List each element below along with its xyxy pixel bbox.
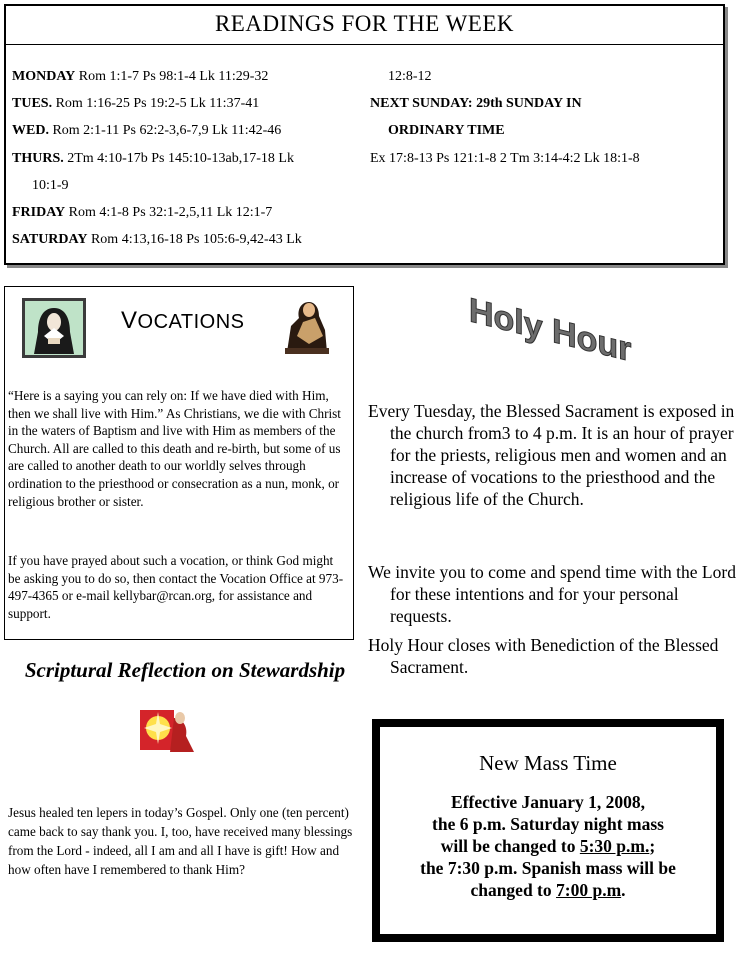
reading-thursday-cont: 10:1-9 xyxy=(32,178,69,193)
mass-time-title: New Mass Time xyxy=(479,751,617,775)
reading-refs: 2Tm 4:10-17b Ps 145:10-13ab,17-18 Lk xyxy=(63,151,294,166)
reading-saturday xyxy=(12,231,302,249)
mass-line-3 xyxy=(380,835,716,857)
mass-line-punct: ; xyxy=(649,836,656,856)
mass-line-5 xyxy=(380,879,716,901)
reading-thursday xyxy=(12,150,294,168)
holy-hour-art-text: Holy Hour xyxy=(469,291,632,370)
day-label: SATURDAY xyxy=(12,232,88,247)
stewardship-gift-icon xyxy=(136,704,198,756)
mass-line-2: the 6 p.m. Saturday night mass xyxy=(432,814,664,834)
reading-saturday-cont: 12:8-12 xyxy=(388,69,432,84)
day-label: TUES. xyxy=(12,96,53,111)
reading-friday xyxy=(12,204,272,222)
next-sunday-heading: NEXT SUNDAY: 29th SUNDAY IN xyxy=(370,96,582,111)
mass-time-box xyxy=(372,719,724,942)
vocations-paragraph-2: If you have prayed about such a vocation, or think God might be asking you to do so, then contact the Vocation Office at 973-497-4365 or e-mail kellybar@rcan.org, for assistance and support. xyxy=(8,553,344,621)
new-spanish-time: 7:00 p.m xyxy=(556,880,622,900)
reading-tuesday xyxy=(12,95,259,113)
day-label: FRIDAY xyxy=(12,205,66,220)
stewardship-title: Scriptural Reflection on Stewardship xyxy=(24,658,346,682)
vocations-paragraph-1: “Here is a saying you can rely on: If we have died with Him, then we shall live with Him.” As Christians, we die with Christ in the waters of Baptism and live with Him as members of the Church. All are called to this death and re-birth, but some of us are called to another death to our worldly selves through ordination to the priesthood or consecration as a nun, monk, or religious brother or sister. xyxy=(8,388,341,509)
vocations-box xyxy=(4,286,354,640)
day-label: MONDAY xyxy=(12,69,76,84)
reading-refs: Rom 4:1-8 Ps 32:1-2,5,11 Lk 12:1-7 xyxy=(65,205,273,220)
reading-refs: Rom 1:16-25 Ps 19:2-5 Lk 11:37-41 xyxy=(52,96,260,111)
reading-monday xyxy=(12,68,268,86)
reading-refs: Rom 2:1-11 Ps 62:2-3,6-7,9 Lk 11:42-46 xyxy=(48,123,282,138)
praying-nun-icon xyxy=(22,298,86,358)
mass-line-text: changed to xyxy=(470,880,557,900)
stewardship-text: Jesus healed ten lepers in today’s Gospel. Only one (ten percent) came back to say thank you. I, too, have received many blessings from the Lord - indeed, all I am and all I have is gift! How and how often have I remembered to thank Him? xyxy=(8,805,353,877)
holy-hour-paragraph-3: Holy Hour closes with Benediction of the Blessed Sacrament. xyxy=(368,635,719,677)
mass-line-4: the 7:30 p.m. Spanish mass will be xyxy=(420,858,676,878)
reading-refs: Rom 4:13,16-18 Ps 105:6-9,42-43 Lk xyxy=(87,232,302,247)
holy-hour-wordart xyxy=(465,284,632,370)
reading-wednesday xyxy=(12,122,281,140)
vocations-title xyxy=(121,307,244,335)
mass-line-1: Effective January 1, 2008, xyxy=(451,792,645,812)
mass-time-inner xyxy=(380,727,716,934)
mass-line-text: will be changed to xyxy=(440,836,580,856)
readings-box xyxy=(4,4,725,265)
next-sunday-heading-cont: ORDINARY TIME xyxy=(388,123,505,138)
kneeling-monk-icon xyxy=(279,296,335,358)
mass-line-punct: . xyxy=(621,880,626,900)
holy-hour-paragraph-2: We invite you to come and spend time with the Lord for these intentions and for your personal requests. xyxy=(368,562,736,626)
day-label: THURS. xyxy=(12,151,64,166)
reading-refs: Rom 1:1-7 Ps 98:1-4 Lk 11:29-32 xyxy=(75,69,269,84)
holy-hour-paragraph-1: Every Tuesday, the Blessed Sacrament is exposed in the church from3 to 4 p.m. It is an hour of prayer for the priests, religious men and women and an increase of vocations to the priesthood and the religious life of the Church. xyxy=(368,401,735,509)
next-sunday-refs: Ex 17:8-13 Ps 121:1-8 2 Tm 3:14-4:2 Lk 18:1-8 xyxy=(370,151,640,166)
title-initial: V xyxy=(121,307,138,334)
day-label: WED. xyxy=(12,123,49,138)
new-saturday-time: 5:30 p.m. xyxy=(579,836,650,856)
title-rest: OCATIONS xyxy=(137,311,245,333)
readings-title: READINGS FOR THE WEEK xyxy=(6,6,723,45)
